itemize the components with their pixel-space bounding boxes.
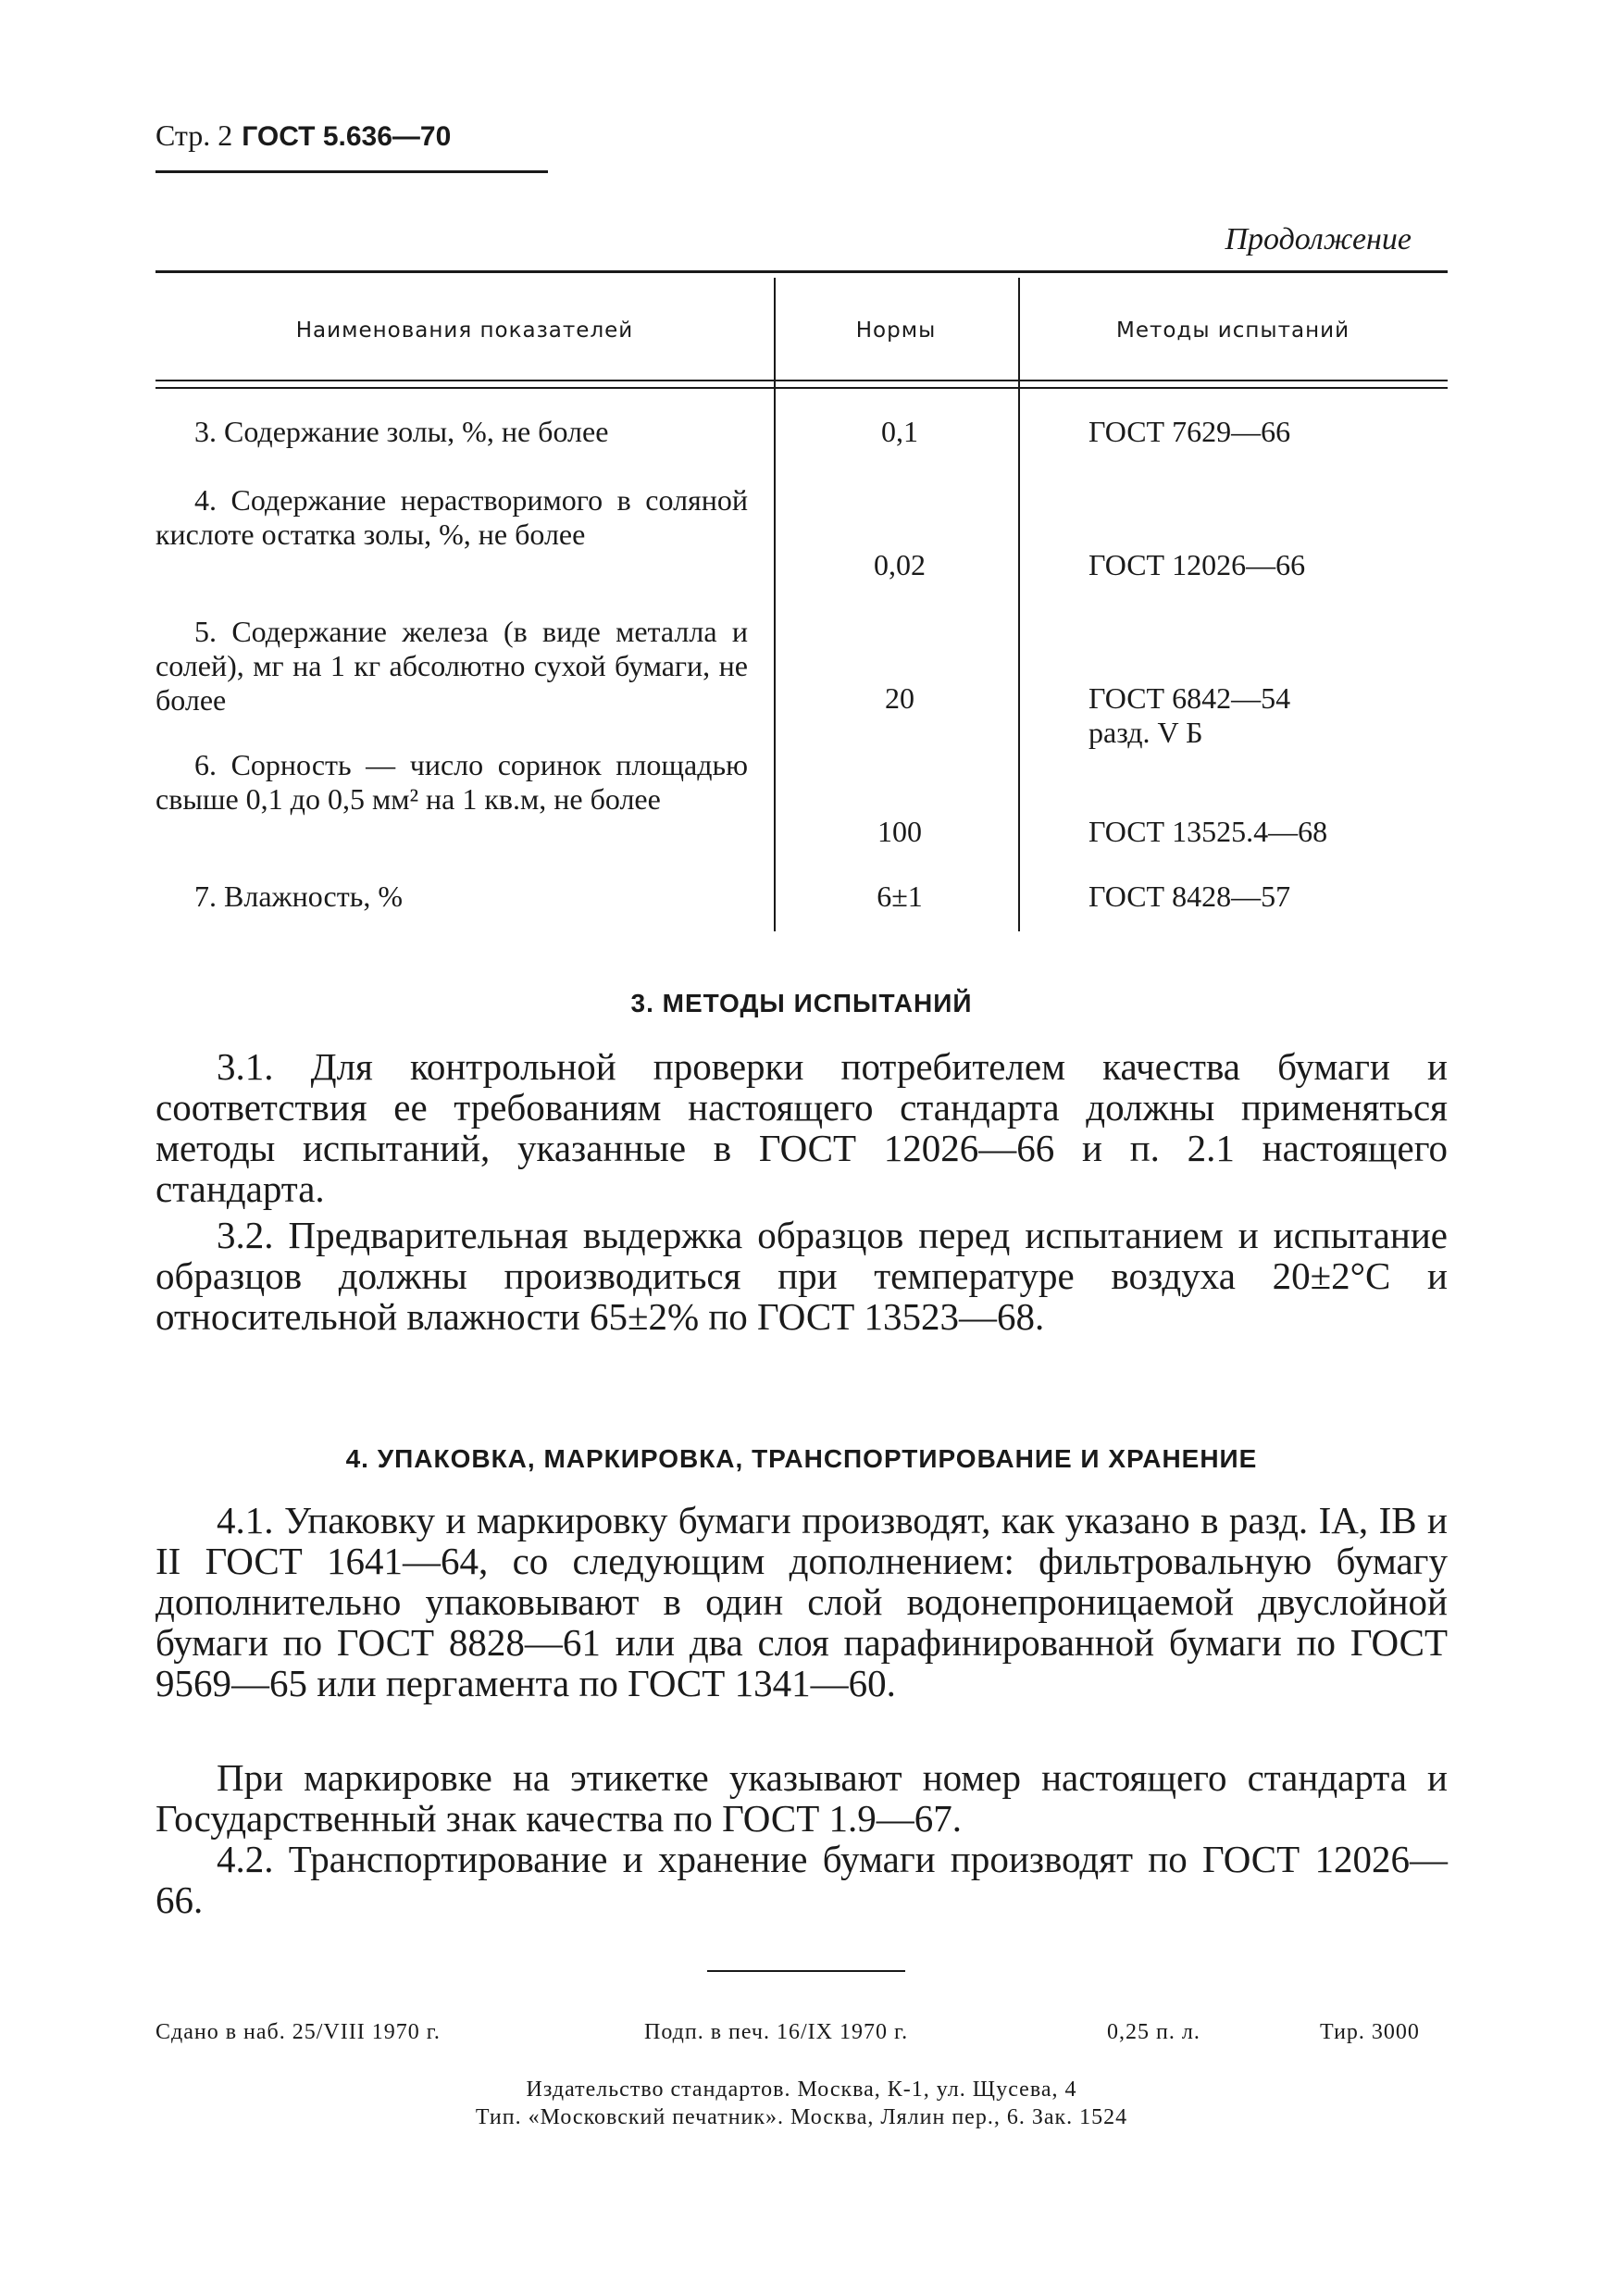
page-header: [155, 119, 451, 153]
table-header-method: Методы испытаний: [1115, 318, 1350, 343]
row-name: 4. Содержание нерастворимого в соляной кислоте остатка золы, %, не более: [155, 483, 748, 551]
row-norm: 6±1: [877, 880, 923, 913]
table-header-norm: Нормы: [855, 318, 937, 343]
row-name: 5. Содержание железа (в виде металла и солей), мг на 1 кг абсолютно сухой бумаги, не более: [155, 615, 748, 717]
publisher-line-2: Тип. «Московский печатник». Москва, Лялин пер., 6. Зак. 1524: [475, 2105, 1128, 2129]
end-rule: [707, 1970, 905, 1972]
table-column-divider: [774, 278, 776, 931]
row-name: 6. Сорность — число соринок площадью свыше 0,1 до 0,5 мм² на 1 кв.м, не более: [155, 748, 748, 816]
paragraph-3-1: 3.1. Для контрольной проверки потребителем качества бумаги и соответствия ее требованиям настоящего стандарта должны применяться методы испытаний, указанные в ГОСТ 12026—66 и п. 2.1 настоящего стандарта.: [155, 1045, 1448, 1210]
imprint-signed: Подп. в печ. 16/IX 1970 г.: [644, 2020, 909, 2044]
table-header-name: Наименования показателей: [295, 318, 634, 343]
imprint-submitted: Сдано в наб. 25/VIII 1970 г.: [155, 2020, 441, 2044]
section-3-title: 3. МЕТОДЫ ИСПЫТАНИЙ: [630, 989, 973, 1017]
table-header-rule: [155, 380, 1448, 381]
header-rule: [155, 170, 548, 173]
row-name: 3. Содержание золы, %, не более: [194, 415, 609, 448]
paragraph-3-2: 3.2. Предварительная выдержка образцов перед испытанием и испытание образцов должны производиться при температуре воздуха 20±2°С и относительной влажности 65±2% по ГОСТ 13523—68.: [155, 1214, 1448, 1338]
paragraph-4-1: 4.1. Упаковку и маркировку бумаги производят, как указано в разд. IА, IВ и II ГОСТ 1641—64, со следующим дополнением: фильтровальную бумагу дополнительно упаковывают в один слой водонепроницаемой двуслойной бумаги по ГОСТ 8828—61 или два слоя парафинированной бумаги по ГОСТ 9569—65 или пергамента по ГОСТ 1341—60.: [155, 1499, 1448, 1704]
imprint-sheets: 0,25 п. л.: [1107, 2020, 1200, 2044]
standard-number: ГОСТ 5.636—70: [242, 121, 452, 152]
row-method: ГОСТ 7629—66: [1088, 415, 1291, 448]
method-section: разд. V Б: [1088, 716, 1203, 749]
row-method: ГОСТ 13525.4—68: [1088, 815, 1328, 848]
row-method: [1088, 681, 1440, 750]
row-norm: 100: [877, 815, 922, 848]
page-label: Стр. 2: [155, 119, 233, 152]
paragraph-4-1-marking: При маркировке на этикетке указывают номер настоящего стандарта и Государственный знак качества по ГОСТ 1.9—67.: [155, 1756, 1448, 1840]
row-norm: 0,1: [881, 415, 918, 448]
row-method: ГОСТ 12026—66: [1088, 548, 1306, 581]
row-method: ГОСТ 8428—57: [1088, 880, 1291, 913]
publisher-line-1: Издательство стандартов. Москва, К-1, ул. Щусева, 4: [526, 2078, 1077, 2102]
table-column-divider: [1018, 278, 1020, 931]
row-norm: 0,02: [874, 548, 926, 581]
row-norm: 20: [885, 681, 914, 715]
imprint-print-run: Тир. 3000: [1320, 2020, 1420, 2044]
paragraph-4-2: 4.2. Транспортирование и хранение бумаги производят по ГОСТ 12026—66.: [155, 1838, 1448, 1921]
table-header-rule-double: [155, 387, 1448, 389]
row-name: 7. Влажность, %: [194, 880, 403, 913]
continuation-label: Продолжение: [1225, 222, 1412, 256]
table-top-rule: [155, 270, 1448, 273]
section-4-title: 4. УПАКОВКА, МАРКИРОВКА, ТРАНСПОРТИРОВАНИЕ И ХРАНЕНИЕ: [345, 1444, 1258, 1473]
method-standard: ГОСТ 6842—54: [1088, 681, 1291, 715]
